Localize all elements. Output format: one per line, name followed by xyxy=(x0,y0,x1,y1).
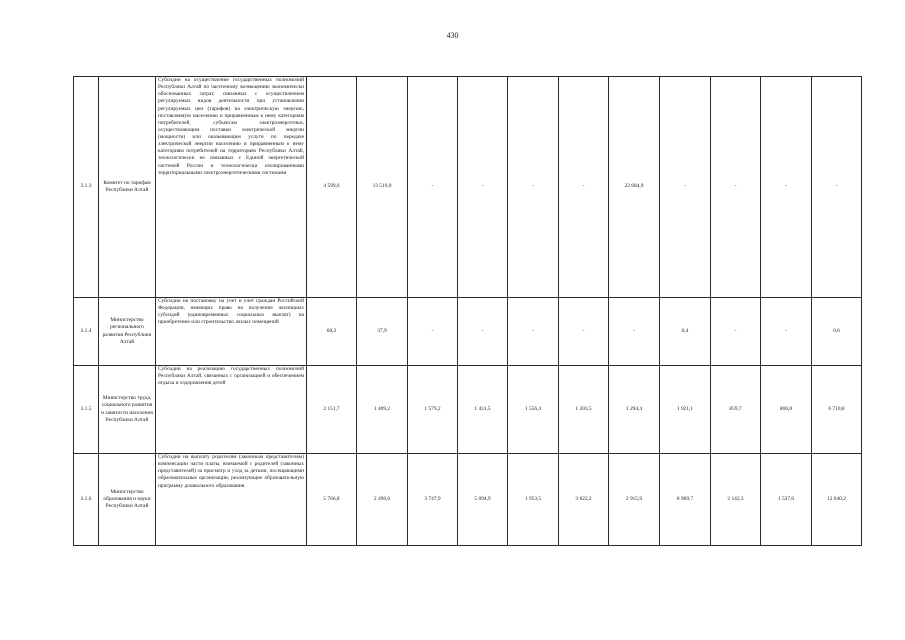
table-row xyxy=(74,366,862,454)
value-cell: 8 969,7 xyxy=(660,454,711,546)
value-cell: 1 409,2 xyxy=(357,366,408,454)
value-cell: - xyxy=(508,298,559,366)
value-cell: - xyxy=(458,298,508,366)
row-description: Субсидии на осуществление государственных полномочий Республики Алтай по частичному возмещению экономически обоснованных затрат, связанных с осуществлением регулируемых видов деятельности при установлении регулируемых цен (тарифов) на электрическую энергию, поставляемую населению и приравненным к нему категориям потребителей, субъектам электроэнергетики, осуществляющим поставки электрической энергии (мощности) или оказывающим услуги по передаче электрической энергии населению и приравненным к нему категориям потребителей на территориях Республики Алтай, технологически не связанных с Единой энергетической системой России и технологически изолированными территориальными электроэнергетическими системами xyxy=(156,77,307,298)
page-number: 430 xyxy=(446,31,459,40)
value-cell: 1 203,5 xyxy=(559,366,609,454)
value-cell: - xyxy=(559,298,609,366)
value-cell: - xyxy=(812,77,862,298)
value-cell: 1 921,1 xyxy=(660,366,711,454)
value-cell: - xyxy=(609,298,660,366)
value-cell: - xyxy=(408,77,458,298)
value-cell: 13 510,0 xyxy=(357,77,408,298)
row-description: Субсидии на выплату родителям (законным представителям) компенсации части платы, взимаемой с родителей (законных представителей) за присмотр и уход за детьми, посещающими образовательные организации, реализующие образовательную программу дошкольного образования xyxy=(156,454,307,546)
row-organization: Министерство труда, социального развития и занятости населения Республики Алтай xyxy=(99,366,156,454)
value-cell: 806,8 xyxy=(761,366,812,454)
value-cell: - xyxy=(761,298,812,366)
budget-table xyxy=(73,76,862,546)
value-cell: 5 766,8 xyxy=(307,454,357,546)
table-row xyxy=(74,454,862,546)
row-organization: Комитет по тарифам Республики Алтай xyxy=(99,77,156,298)
value-cell: 4 599,6 xyxy=(307,77,357,298)
value-cell: 12 640,2 xyxy=(812,454,862,546)
value-cell: 5 094,9 xyxy=(458,454,508,546)
value-cell: 37,9 xyxy=(357,298,408,366)
row-description: Субсидии на реализацию государственных полномочий Республики Алтай, связанных с организацией и обеспечением отдыха и оздоровления детей xyxy=(156,366,307,454)
value-cell: 1 294,4 xyxy=(609,366,660,454)
row-code: 3.1.5 xyxy=(74,366,99,454)
value-cell: - xyxy=(408,298,458,366)
value-cell: 3 747,9 xyxy=(408,454,458,546)
value-cell: 0,6 xyxy=(812,298,862,366)
row-code: 3.1.4 xyxy=(74,298,99,366)
value-cell: - xyxy=(711,77,761,298)
value-cell: - xyxy=(458,77,508,298)
value-cell: - xyxy=(508,77,559,298)
value-cell: 1 579,2 xyxy=(408,366,458,454)
row-organization: Министерство образования и науки Республики Алтай xyxy=(99,454,156,546)
row-code: 3.1.3 xyxy=(74,77,99,298)
value-cell: 2 915,9 xyxy=(609,454,660,546)
value-cell: - xyxy=(660,77,711,298)
value-cell: - xyxy=(761,77,812,298)
value-cell: 6 710,8 xyxy=(812,366,862,454)
value-cell: 60,3 xyxy=(307,298,357,366)
value-cell: 1 556,4 xyxy=(508,366,559,454)
table-row xyxy=(74,77,862,298)
value-cell: 2 142,3 xyxy=(711,454,761,546)
table-row xyxy=(74,298,862,366)
value-cell: 2 496,6 xyxy=(357,454,408,546)
value-cell: 1 431,5 xyxy=(458,366,508,454)
value-cell: 3 822,2 xyxy=(559,454,609,546)
row-organization: Министерство регионального развития Республики Алтай xyxy=(99,298,156,366)
value-cell: 22 684,9 xyxy=(609,77,660,298)
value-cell: 859,7 xyxy=(711,366,761,454)
row-description: Субсидии на постановку на учет и учет граждан Российской Федерации, имеющих право на получение жилищных субсидий (единовременных социальных выплат) на приобретение или строительство жилых помещений xyxy=(156,298,307,366)
value-cell: - xyxy=(711,298,761,366)
value-cell: 1 537,0 xyxy=(761,454,812,546)
value-cell: 1 953,5 xyxy=(508,454,559,546)
value-cell: 0,4 xyxy=(660,298,711,366)
row-code: 3.1.6 xyxy=(74,454,99,546)
value-cell: 2 151,7 xyxy=(307,366,357,454)
value-cell: - xyxy=(559,77,609,298)
